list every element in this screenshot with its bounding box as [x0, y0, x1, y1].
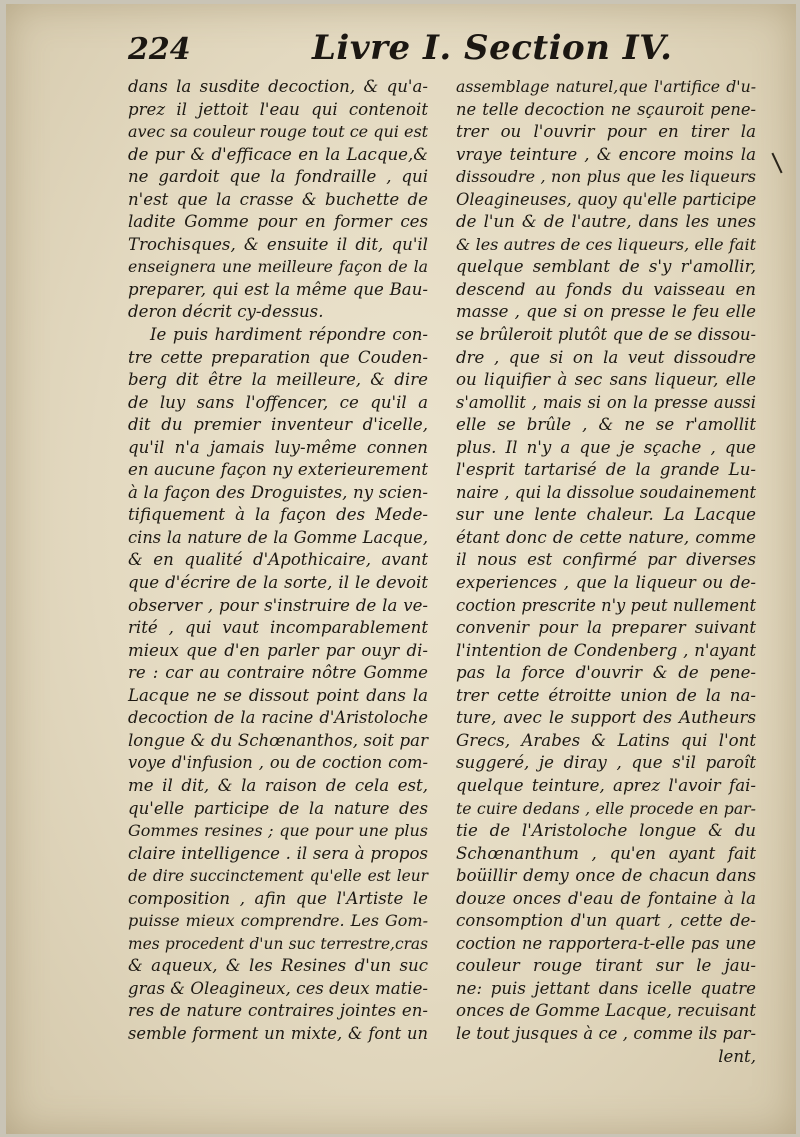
text-line: mieux que d'en parler par ouyr di-: [128, 640, 428, 660]
page-header: [0, 24, 800, 74]
text-line: cins la nature de la Gomme Lacque,: [128, 527, 428, 547]
page-number: 224: [128, 32, 191, 67]
text-line: s'amollit , mais si on la presse aussi: [456, 392, 756, 412]
text-line: deron décrit cy-dessus.: [128, 302, 324, 322]
text-line: enseignera une meilleure façon de la: [128, 257, 428, 277]
text-line: dre , que si on la veut dissoudre: [456, 347, 756, 367]
text-line: experiences , que la liqueur ou de-: [456, 573, 756, 593]
text-line: observer , pour s'instruire de la ve-: [128, 595, 428, 615]
text-line: l'esprit tartarisé de la grande Lu-: [456, 460, 756, 480]
text-line: dit du premier inventeur d'icelle,: [128, 415, 428, 435]
text-line: pas la force d'ouvrir & de pene-: [456, 663, 756, 683]
text-line: & les autres de ces liqueurs, elle fait: [456, 234, 756, 254]
text-line: re : car au contraire nôtre Gomme: [128, 663, 428, 683]
text-line: ne: puis jettant dans icelle quatre: [456, 978, 756, 998]
text-line: me il dit, & la raison de cela est,: [128, 775, 428, 795]
text-line: en aucune façon ny exterieurement: [128, 460, 428, 480]
text-line: rité , qui vaut incomparablement: [128, 618, 428, 638]
text-line: Lacque ne se dissout point dans la: [128, 685, 428, 705]
running-head: Livre I. Section IV.: [312, 28, 673, 68]
text-line: Ie puis hardiment répondre con-: [150, 325, 428, 345]
text-line: Schœnanthum , qu'en ayant fait: [456, 843, 756, 863]
text-line: elle se brûle , & ne se r'amollit: [456, 415, 756, 435]
text-line: ou liquifier à sec sans liqueur, elle: [456, 370, 756, 390]
text-line: & en qualité d'Apothicaire, avant: [128, 550, 428, 570]
text-line: de pur & d'efficace en la Lacque,&: [128, 144, 428, 164]
text-line: Trochisques, & ensuite il dit, qu'il: [128, 234, 428, 254]
text-line: berg dit être la meilleure, & dire: [128, 370, 428, 390]
text-line: ne gardoit que la fondraille , qui: [128, 167, 428, 187]
text-line: longue & du Schœnanthos, soit par: [128, 730, 428, 750]
text-line: consomption d'un quart , cette de-: [456, 911, 756, 931]
text-line: de luy sans l'offencer, ce qu'il a: [128, 392, 428, 412]
text-line: Oleagineuses, quoy qu'elle participe: [456, 189, 757, 209]
right-text-column: [456, 76, 756, 1068]
text-line: avec sa couleur rouge tout ce qui est: [128, 122, 429, 142]
text-line: & aqueux, & les Resines d'un suc: [128, 956, 428, 976]
text-line: trer ou l'ouvrir pour en tirer la: [456, 122, 756, 142]
text-line: quelque semblant de s'y r'amollir,: [456, 257, 756, 277]
text-line: ladite Gomme pour en former ces: [128, 212, 428, 232]
text-line: tre cette preparation que Couden-: [128, 347, 428, 367]
text-line: masse , que si on presse le feu elle: [456, 302, 756, 322]
text-line: semble forment un mixte, & font un: [128, 1023, 428, 1043]
text-line: assemblage naturel,que l'artifice d'u-: [456, 77, 756, 96]
text-line: étant donc de cette nature, comme: [456, 527, 756, 547]
text-line: convenir pour la preparer suivant: [456, 618, 756, 638]
text-line: prez il jettoit l'eau qui contenoit: [128, 99, 428, 119]
text-line: vraye teinture , & encore moins la: [456, 144, 756, 164]
text-line: te cuire dedans , elle procede en par-: [456, 798, 756, 818]
text-line: tifiquement à la façon des Mede-: [128, 505, 428, 525]
text-line: qu'elle participe de la nature des: [128, 798, 428, 818]
text-line: coction ne rapportera-t-elle pas une: [456, 933, 756, 953]
text-line: sur une lente chaleur. La Lacque: [456, 505, 756, 525]
text-line: composition , afin que l'Artiste le: [128, 888, 428, 908]
text-line: res de nature contraires jointes en-: [128, 1001, 428, 1021]
text-line: lent,: [718, 1046, 756, 1066]
text-line: que d'écrire de la sorte, il le devoit: [128, 573, 428, 593]
text-line: coction prescrite n'y peut nullement: [456, 595, 756, 615]
text-line: dans la susdite decoction, & qu'a-: [128, 77, 428, 96]
text-line: qu'il n'a jamais luy-même connen: [128, 437, 428, 457]
text-line: ne telle decoction ne sçauroit pene-: [456, 99, 756, 119]
text-line: dissoudre , non plus que les liqueurs: [456, 167, 756, 187]
text-line: descend au fonds du vaisseau en: [456, 279, 756, 299]
text-line: puisse mieux comprendre. Les Gom-: [128, 911, 428, 931]
text-line: Gommes resines ; que pour une plus: [128, 821, 428, 841]
text-line: se brûleroit plutôt que de se dissou-: [456, 325, 756, 345]
text-line: tie de l'Aristoloche longue & du: [456, 821, 756, 841]
text-line: le tout jusques à ce , comme ils par-: [456, 1023, 756, 1043]
text-line: de dire succinctement qu'elle est leur: [128, 867, 428, 886]
text-line: douze onces d'eau de fontaine à la: [456, 888, 756, 908]
text-line: Grecs, Arabes & Latins qui l'ont: [456, 730, 756, 750]
text-line: couleur rouge tirant sur le jau-: [456, 956, 756, 976]
text-line: naire , qui la dissolue soudainement: [456, 482, 756, 502]
text-line: ture, avec le support des Autheurs: [456, 708, 756, 728]
text-line: preparer, qui est la même que Bau-: [128, 279, 428, 299]
text-line: l'intention de Condenberg , n'ayant: [456, 640, 756, 660]
text-line: voye d'infusion , ou de coction com-: [128, 753, 428, 773]
text-line: claire intelligence . il sera à propos: [128, 843, 428, 863]
text-line: onces de Gomme Lacque, recuisant: [456, 1001, 756, 1021]
text-line: de l'un & de l'autre, dans les unes: [456, 212, 756, 232]
text-line: trer cette étroitte union de la na-: [456, 685, 756, 705]
text-line: à la façon des Droguistes, ny scien-: [128, 482, 428, 502]
text-line: gras & Oleagineux, ces deux matie-: [128, 978, 428, 998]
text-line: mes procedent d'un suc terrestre,cras: [128, 934, 428, 953]
text-line: plus. Il n'y a que je sçache , que: [456, 437, 756, 457]
left-text-column: [128, 76, 428, 1046]
text-line: boüillir demy once de chacun dans: [456, 866, 756, 886]
text-line: quelque teinture, aprez l'avoir fai-: [456, 775, 756, 795]
text-line: suggeré, je diray , que s'il paroît: [456, 753, 756, 773]
text-line: n'est que la crasse & buchette de: [128, 189, 428, 209]
text-line: il nous est confirmé par diverses: [456, 550, 756, 570]
text-line: decoction de la racine d'Aristoloche: [128, 708, 428, 728]
